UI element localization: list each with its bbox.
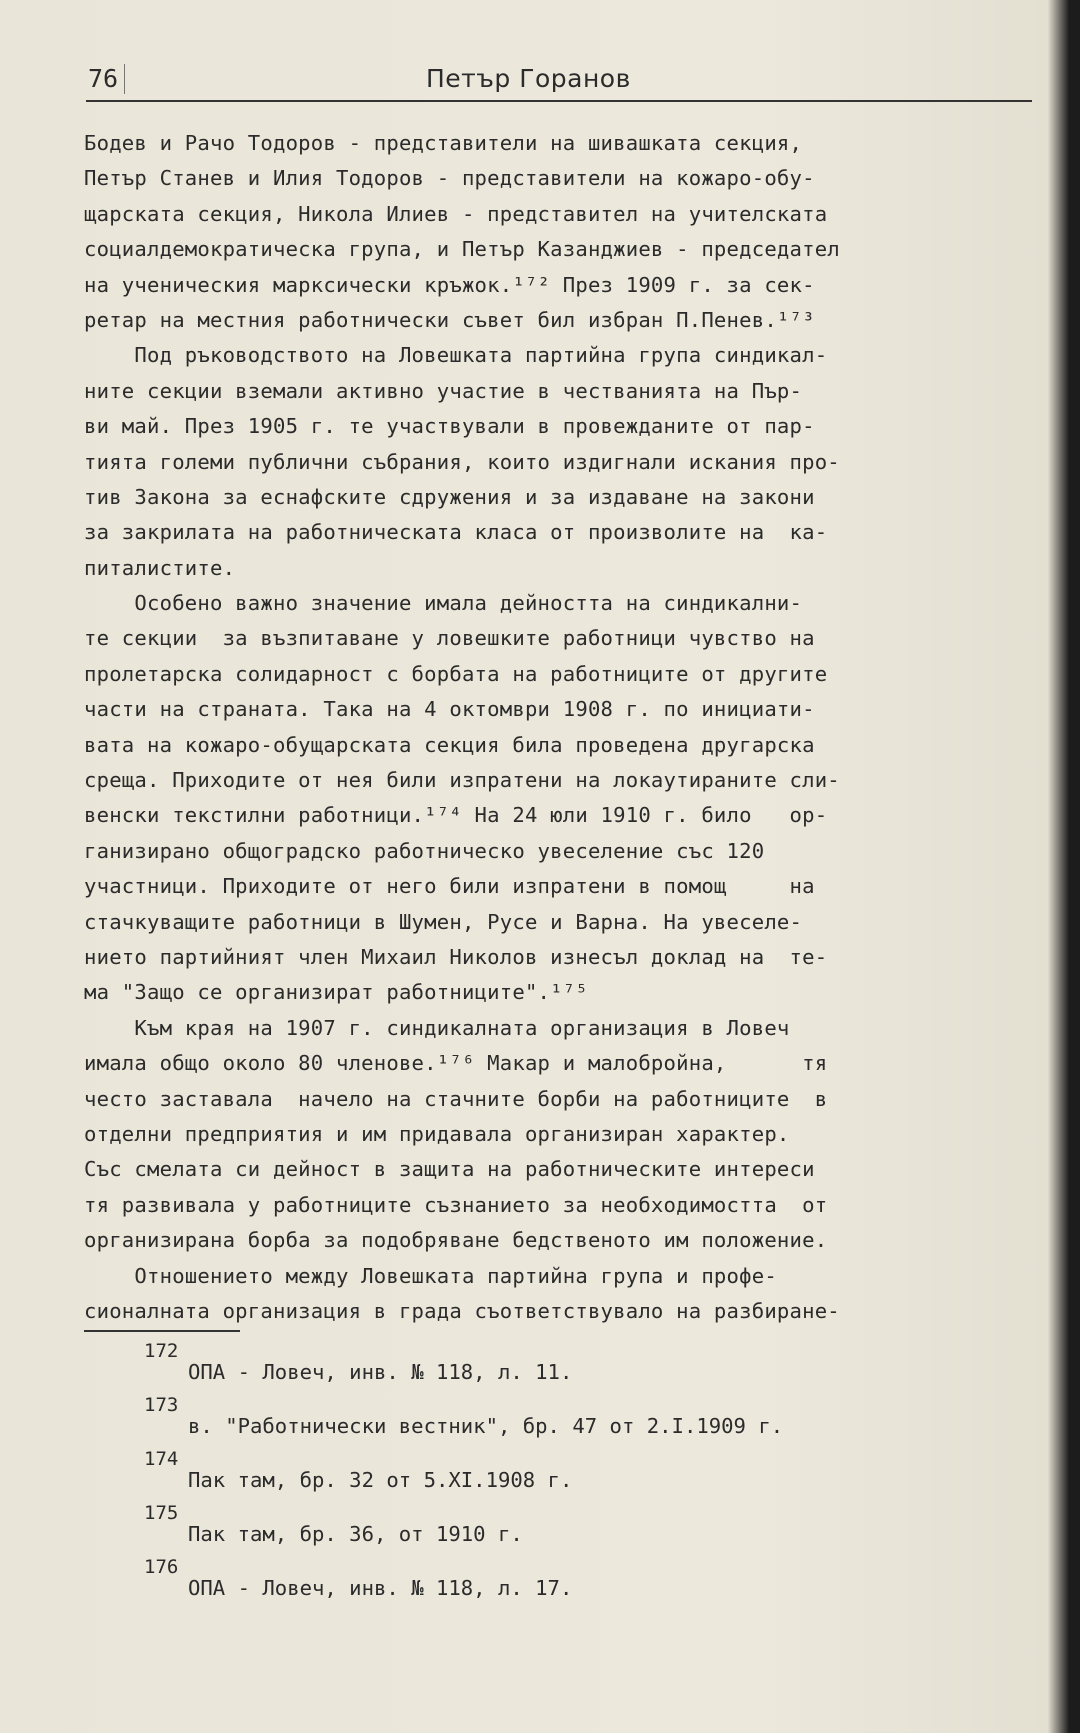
footnote-text: ОПА - Ловеч, инв. № 118, л. 17.	[188, 1576, 573, 1600]
text-line: тив Закона за еснафските сдружения и за издаване на закони	[84, 484, 815, 509]
text-line: имала общо около 80 членове.¹⁷⁶ Макар и малобройна, тя	[84, 1051, 828, 1076]
text-line: тя развивала у работниците съзнанието за необходимостта от	[84, 1192, 828, 1217]
text-line: социалдемократическа група, и Петър Казанджиев - председател	[84, 237, 840, 262]
text-line: Под ръководството на Ловешката партийна група синдикал-	[84, 343, 828, 368]
text-line: Към края на 1907 г. синдикалната организация в Ловеч	[84, 1015, 790, 1040]
text-line: пролетарска солидарност с борбата на работниците от другите	[84, 661, 828, 686]
footnote-divider	[84, 1330, 240, 1332]
running-title: Петър Горанов	[426, 64, 631, 93]
text-line: те секции за възпитаване у ловешките работници чувство на	[84, 626, 815, 651]
text-line: ви май. През 1905 г. те участвували в провежданите от пар-	[84, 414, 815, 439]
body-text	[84, 126, 1048, 1329]
text-line: организирана борба за подобряване бедственото им положение.	[84, 1228, 828, 1253]
footnote-number: 176	[144, 1556, 179, 1578]
text-line: ганизирано общоградско работническо увеселение със 120	[84, 838, 765, 863]
text-line: стачкуващите работници в Шумен, Русе и Варна. На увеселе-	[84, 909, 803, 934]
text-line: среща. Приходите от нея били изпратени на локаутираните сли-	[84, 768, 840, 793]
footnote	[136, 1502, 1016, 1556]
page-number: 76	[88, 64, 125, 94]
footnote-number: 174	[144, 1448, 179, 1470]
text-line: Отношението между Ловешката партийна група и профе-	[84, 1263, 777, 1288]
text-line: тията големи публични събрания, които издигнали искания про-	[84, 449, 840, 474]
text-line: за закрилата на работническата класа от произволите на ка-	[84, 520, 828, 545]
text-line: ма "Защо се организират работниците".¹⁷⁵	[84, 980, 588, 1005]
text-line: питалистите.	[84, 555, 236, 580]
text-line: сионалната организация в града съответствувало на разбиране-	[84, 1298, 840, 1323]
text-line: ретар на местния работнически съвет бил избран П.Пенев.¹⁷³	[84, 307, 815, 332]
footnote-text: Пак там, бр. 36, от 1910 г.	[188, 1522, 523, 1546]
footnote-number: 172	[144, 1340, 179, 1362]
footnotes	[136, 1340, 1016, 1610]
text-line: Бодев и Рачо Тодоров - представители на шивашката секция,	[84, 131, 803, 155]
footnote-number: 175	[144, 1502, 179, 1524]
footnote	[136, 1340, 1016, 1394]
footnote-text: Пак там, бр. 32 от 5.XI.1908 г.	[188, 1468, 573, 1492]
footnote-text: ОПА - Ловеч, инв. № 118, л. 11.	[188, 1360, 573, 1384]
text-line: вата на кожаро-обущарската секция била проведена другарска	[84, 732, 815, 757]
footnote-number: 173	[144, 1394, 179, 1416]
text-line: нието партийният член Михаил Николов изнесъл доклад на те-	[84, 944, 828, 969]
footnote	[136, 1556, 1016, 1610]
text-line: Особено важно значение имала дейността на синдикални-	[84, 591, 803, 616]
footnote	[136, 1448, 1016, 1502]
text-line: Със смелата си дейност в защита на работническите интереси	[84, 1157, 815, 1182]
text-line: често заставала начело на стачните борби на работниците в	[84, 1086, 828, 1111]
text-line: на ученическия марксически кръжок.¹⁷² През 1909 г. за сек-	[84, 272, 815, 297]
text-line: щарската секция, Никола Илиев - представител на учителската	[84, 201, 828, 226]
text-line: ните секции вземали активно участие в честванията на Пър-	[84, 378, 803, 403]
text-line: участници. Приходите от него били изпратени в помощ на	[84, 874, 815, 899]
text-line: Петър Станев и Илия Тодоров - представители на кожаро-обу-	[84, 166, 815, 191]
footnote	[136, 1394, 1016, 1448]
text-line: венски текстилни работници.¹⁷⁴ На 24 юли 1910 г. било ор-	[84, 803, 828, 828]
text-line: части на страната. Така на 4 октомври 1908 г. по инициати-	[84, 697, 815, 722]
text-line: отделни предприятия и им придавала организиран характер.	[84, 1121, 790, 1146]
page-header	[86, 64, 1032, 102]
footnote-text: в. "Работнически вестник", бр. 47 от 2.I.1909 г.	[188, 1414, 784, 1438]
